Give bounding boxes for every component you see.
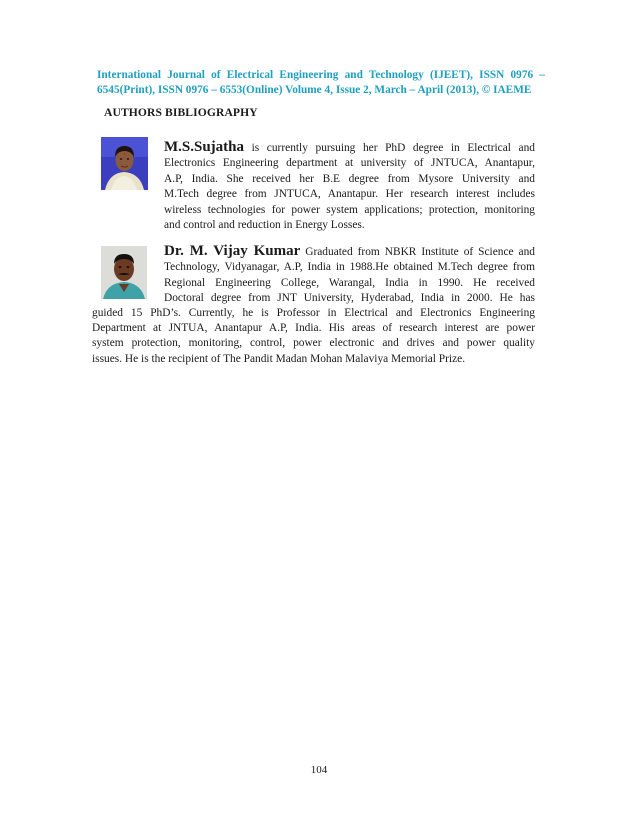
author-bio-line: Technology, Vidyanagar, A.P, India in 1988.He obtained M.Tech degree from bbox=[164, 261, 535, 274]
journal-header-line-1: International Journal of Electrical Engineering and Technology (IJEET), ISSN 0976 – bbox=[97, 69, 545, 81]
author-photo-vijay-kumar bbox=[101, 246, 147, 299]
author-bio-line: wireless technologies for power system applications; protection, monitoring bbox=[164, 203, 535, 216]
author-bio-line: Electronics Engineering department at university of JNTUCA, Anantapur, bbox=[164, 157, 535, 170]
author-name: M.S.Sujatha bbox=[164, 139, 245, 155]
author-photo-sujatha bbox=[101, 137, 148, 190]
author-bio-line: Department at JNTUA, Anantapur A.P, India. His areas of research interest are power bbox=[92, 322, 535, 334]
author-bio-vijay-kumar bbox=[164, 244, 535, 307]
author-bio-sujatha bbox=[164, 140, 535, 233]
author-bio-line: Dr. M. Vijay Kumar Graduated from NBKR Institute of Science and bbox=[164, 243, 536, 259]
page-number: 104 bbox=[310, 764, 328, 776]
author-bio-line: guided 15 PhD’s. Currently, he is Professor in Electrical and Electronics Engineering bbox=[92, 306, 535, 319]
author-bio-vijay-kumar-continued bbox=[92, 306, 535, 368]
author-name: Dr. M. Vijay Kumar bbox=[164, 243, 301, 259]
journal-header bbox=[97, 68, 545, 98]
author-bio-line: Doctoral degree from JNT University, Hyderabad, India in 2000. He has bbox=[164, 292, 535, 305]
section-title: AUTHORS BIBLIOGRAPHY bbox=[104, 106, 258, 119]
author-bio-line: A.P, India. She received her B.E degree from Mysore University and bbox=[164, 172, 535, 185]
author-bio-line: system protection, monitoring, control, power electronic and drives and power quality bbox=[92, 337, 535, 350]
author-bio-line: M.S.Sujatha is currently pursuing her PhD degree in Electrical and bbox=[164, 139, 535, 155]
journal-header-line-2: 6545(Print), ISSN 0976 – 6553(Online) Volume 4, Issue 2, March – April (2013), © IAEME bbox=[97, 84, 532, 96]
author-bio-line: and control and reduction in Energy Losses. bbox=[164, 219, 365, 232]
author-bio-line: M.Tech degree from JNTUCA, Anantapur. Her research interest includes bbox=[164, 188, 535, 201]
author-bio-line: issues. He is the recipient of The Pandit Madan Mohan Malaviya Memorial Prize. bbox=[92, 352, 466, 365]
author-bio-line: Regional Engineering College, Warangal, India in 1990. He received bbox=[164, 276, 535, 289]
